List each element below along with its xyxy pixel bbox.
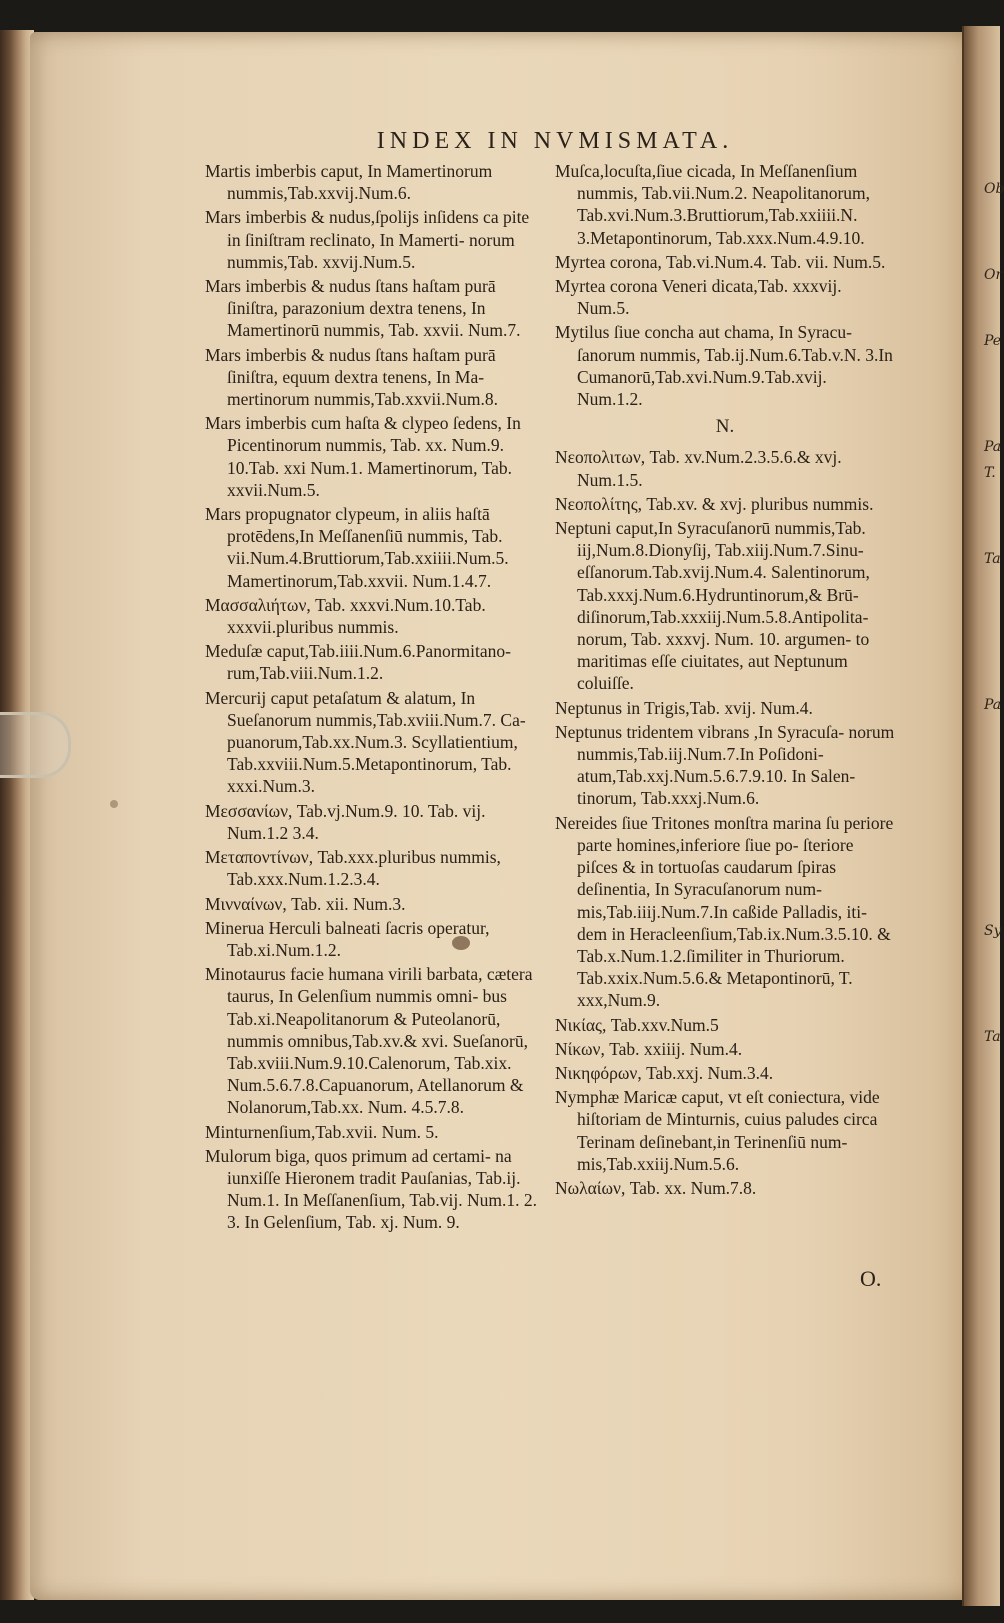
catchword: O. — [860, 1266, 882, 1291]
index-entry: Mercurij caput petaſatum & alatum, In Sueſanorum nummis,Tab.xviii.Num.7. Ca- puanorum,Tab.xx.Num.3. Scyllatientium, Tab.xxviii.Num.5.Metapontinorum, Tab. xxxi.Num.3. — [205, 687, 526, 797]
index-entry: Minerua Herculi balneati ſacris operatur, Tab.xi.Num.1.2. — [205, 917, 490, 960]
adjacent-page-strip — [962, 26, 1004, 1606]
index-entry: Neptunus in Trigis,Tab. xvij. Num.4. — [555, 697, 813, 718]
margin-fragment: Pe — [984, 333, 1002, 349]
section-letter: N. — [715, 416, 735, 438]
index-entry: Neptunus tridentem vibrans ,In Syracuſa- norum nummis,Tab.iij.Num.7.In Poſidoni- atum,Tab.xxj.Num.5.6.7.9.10. In Salen- tinorum, Tab.xxxj.Num.6. — [555, 721, 895, 809]
index-entry: Neptuni caput,In Syracuſanorū nummis,Tab. iij,Num.8.Dionyſij, Tab.xiij.Num.7.Sinu- eſſanorum.Tab.xvij.Num.4. Salentinorum, Tab.xxxj.Num.6.Hydruntinorum,& Brū- diſinorum,Tab.xxxiij.Num.5.8.Antipolita- norum, Tab. xxxvj. Num. 10. argumen- to maritimas eſſe ciuitates, aut Neptunum coluiſſe. — [555, 518, 870, 694]
margin-fragment: Sy — [984, 923, 1002, 939]
left-column — [205, 160, 545, 1236]
index-entry: Mars imberbis & nudus ſtans haſtam purā ſiniſtra, equum dextra tenens, In Ma- mertinorum nummis,Tab.xxvii.Num.8. — [205, 344, 498, 410]
margin-fragment: T. — [984, 465, 996, 481]
margin-fragment: Ob — [984, 181, 1004, 197]
index-entry: Νεοπολίτης, Tab.xv. & xvj. pluribus nummis. — [555, 493, 874, 514]
index-entry: Νεοπολιτων, Tab. xv.Num.2.3.5.6.& xvj. Num.1.5. — [555, 447, 842, 490]
index-entry: Martis imberbis caput, In Mamertinorum nummis,Tab.xxvij.Num.6. — [205, 161, 493, 204]
page-header: INDEX IN NVMISMATA. — [376, 128, 734, 154]
index-entry: Mars imberbis & nudus ſtans haſtam purā ſiniſtra, parazonium dextra tenens, In Mamertinorū nummis, Tab. xxvii. Num.7. — [205, 276, 521, 341]
index-entry: Myrtea corona Veneri dicata,Tab. xxxvij. Num.5. — [555, 276, 842, 319]
bookmark-clip — [0, 712, 71, 778]
index-entry: Muſca,locuſta,ſiue cicada, In Meſſanenſium nummis, Tab.vii.Num.2. Neapolitanorum, Tab.xvi.Num.3.Bruttiorum,Tab.xxiiii.N. 3.Metapontinorum, Tab.xxx.Num.4.9.10. — [555, 161, 871, 248]
index-entry: Νωλαίων, Tab. xx. Num.7.8. — [555, 1177, 757, 1198]
index-entry: Μινναίνων, Tab. xii. Num.3. — [205, 893, 406, 914]
index-entry: Mulorum biga, quos primum ad certami- na iunxiſſe Hieronem tradit Pauſanias, Tab.ij. Num.1. In Meſſanenſium, Tab.vij. Num.1. 2. 3. In Gelenſium, Tab. xj. Num. 9. — [205, 1145, 538, 1233]
index-entry: Νικηφόρων, Tab.xxj. Num.3.4. — [555, 1062, 774, 1083]
index-entry: Nereides ſiue Tritones monſtra marina ſu periore parte homines,inferiore ſiue po- ſteriore piſces & in tortuoſas caudarum ſpiras deſinentia, In Syracuſanorum num- mis,Tab.iiij.Num.7.In caßide Palladis, iti- dem in Heracleenſium,Tab.ix.Num.3.5.10. & Tab.x.Num.1.2.ſimiliter in Thuriorum. Tab.xxix.Num.5.6.& Metapontinorū, T. xxx,Num.9. — [555, 812, 894, 1011]
margin-fragment: Or — [984, 267, 1003, 283]
index-entry: Minotaurus facie humana virili barbata, cætera taurus, In Gelenſium nummis omni- bus Tab.xi.Neapolitanorum & Puteolanorū, nummis omnibus,Tab.xv.& xvi. Sueſanorū, Tab.xviii.Num.9.10.Calenorum, Tab.xix. Num.5.6.7.8.Capuanorum, Atellanorum & Nolanorum,Tab.xx. Num. 4.5.7.8. — [205, 964, 533, 1118]
index-entry: Μασσαλιήτων, Tab. xxxvi.Num.10.Tab. xxxvii.pluribus nummis. — [205, 594, 486, 638]
index-entry: Mars imberbis cum haſta & clypeo ſedens, In Picentinorum nummis, Tab. xx. Num.9. 10.Tab. xxi Num.1. Mamertinorum, Tab. xxvii.Num.5. — [205, 413, 521, 500]
index-entry: Meduſæ caput,Tab.iiii.Num.6.Panormitano- rum,Tab.viii.Num.1.2. — [205, 641, 511, 684]
index-entry: Mars propugnator clypeum, in aliis haſtā protēdens,In Meſſanenſiū nummis, Tab. vii.Num.4.Bruttiorum,Tab.xxiiii.Num.5. Mamertinorum,Tab.xxvii. Num.1.4.7. — [205, 504, 509, 591]
index-entry: Nymphæ Maricæ caput, vt eſt coniectura, vide hiſtoriam de Minturnis, cuius paludes circa Terinam deſinebant,in Terinenſiū num- mis,Tab.xxiij.Num.5.6. — [555, 1087, 880, 1174]
ink-stain — [110, 800, 118, 808]
margin-fragment: Ta — [984, 1029, 1001, 1045]
index-entry: Μεταποντίνων, Tab.xxx.pluribus nummis, Tab.xxx.Num.1.2.3.4. — [205, 847, 501, 890]
margin-fragment: Pa — [984, 439, 1002, 455]
index-entry: Mars imberbis & nudus,ſpolijs inſidens ca pite in ſiniſtram reclinato, In Mamerti- norum nummis,Tab. xxvij.Num.5. — [205, 207, 530, 272]
index-entry: Νίκων, Tab. xxiiij. Num.4. — [555, 1038, 743, 1059]
index-entry: Μεσσανίων, Tab.vj.Num.9. 10. Tab. vij. Num.1.2 3.4. — [205, 800, 486, 843]
margin-fragment: Pa — [984, 697, 1002, 713]
index-entry: Minturnenſium,Tab.xvii. Num. 5. — [205, 1121, 439, 1142]
margin-fragment: Ta — [984, 551, 1001, 567]
index-entry: Mytilus ſiue concha aut chama, In Syracu- ſanorum nummis, Tab.ij.Num.6.Tab.v.N. 3.In Cumanorū,Tab.xvi.Num.9.Tab.xvij. Num.1.2. — [555, 322, 893, 410]
index-entry: Νικίας, Tab.xxv.Num.5 — [555, 1014, 719, 1035]
index-entry: Myrtea corona, Tab.vi.Num.4. Tab. vii. Num.5. — [555, 251, 886, 272]
book-fore-edge — [0, 30, 34, 1600]
right-column — [555, 160, 895, 1201]
